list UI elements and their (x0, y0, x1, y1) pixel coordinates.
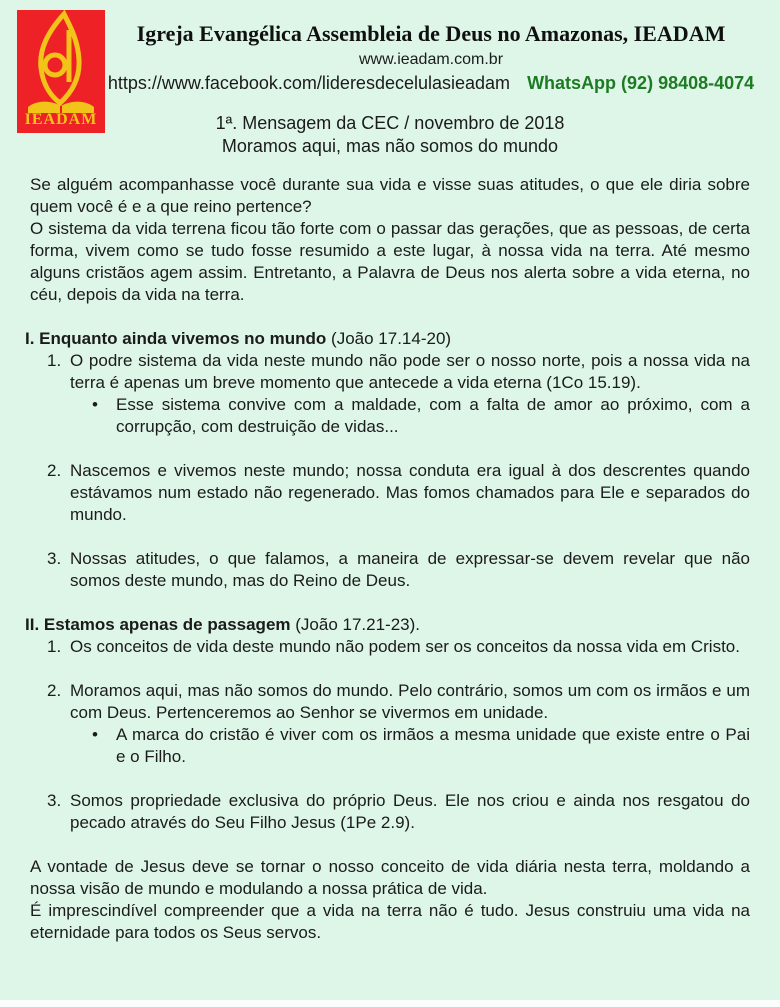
item-number: 3. (47, 791, 62, 810)
bullet-text: A marca do cristão é viver com os irmãos a mesma unidade que existe entre o Pai e o Filho. (116, 725, 750, 766)
intro-paragraphs (30, 174, 750, 306)
section-1 (25, 328, 750, 592)
item-number: 2. (47, 461, 62, 480)
intro-paragraph: Se alguém acompanhasse você durante sua vida e visse suas atitudes, o que ele diria sobre quem você é e a que reino pertence? (30, 175, 750, 216)
list-item (47, 636, 750, 658)
section-1-scripture-reference: (João 17.14-20) (331, 329, 452, 348)
list-item (47, 350, 750, 438)
message-title-line1: 1ª. Mensagem da CEC / novembro de 2018 (215, 113, 565, 133)
item-number: 3. (47, 549, 62, 568)
item-number: 1. (47, 351, 62, 370)
bullet-marker: • (92, 725, 98, 744)
contact-line (95, 71, 767, 95)
item-number: 1. (47, 637, 62, 656)
page-bottom-edge (0, 1000, 780, 1007)
website-link[interactable]: www.ieadam.com.br (358, 51, 504, 68)
bullet-marker: • (92, 395, 98, 414)
section-1-heading-text: I. Enquanto ainda vivemos no mundo (25, 329, 327, 348)
bullet-text: Esse sistema convive com a maldade, com a falta de amor ao próximo, com a corrupção, com destruição de vidas... (116, 395, 750, 436)
logo-wordmark: IEADAM (24, 111, 98, 128)
page-title: Igreja Evangélica Assembleia de Deus no Amazonas, IEADAM (136, 21, 726, 46)
section-2-heading (25, 614, 750, 636)
list-item (47, 790, 750, 834)
item-text: Os conceitos de vida deste mundo não podem ser os conceitos da nossa vida em Cristo. (70, 637, 740, 656)
item-text: Nossas atitudes, o que falamos, a maneira de expressar-se devem revelar que não somos deste mundo, mas do Reino de Deus. (70, 549, 750, 590)
closing-paragraph: É imprescindível compreender que a vida na terra não é tudo. Jesus construiu uma vida na eternidade para todos os Seus servos. (30, 901, 750, 942)
bullet-item (92, 724, 750, 768)
section-1-heading (25, 328, 750, 350)
message-title-line2: Moramos aqui, mas não somos do mundo (221, 136, 559, 156)
item-text: Nascemos e vivemos neste mundo; nossa conduta era igual à dos descrentes quando estávamos num estado não regenerado. Mas fomos chamados para Ele e separados do mundo. (70, 461, 750, 524)
bullet-item (92, 394, 750, 438)
item-number: 2. (47, 681, 62, 700)
section-2-scripture-reference: (João 17.21-23). (295, 615, 420, 634)
header (0, 0, 780, 158)
list-item (47, 548, 750, 592)
closing-paragraphs (30, 856, 750, 944)
section-2 (25, 614, 750, 834)
item-text: Moramos aqui, mas não somos do mundo. Pelo contrário, somos um com os irmãos e um com Deus. Pertenceremos ao Senhor se vivermos em unidade. (70, 681, 750, 722)
intro-paragraph: O sistema da vida terrena ficou tão forte com o passar das gerações, que as pessoas, de certa forma, vivem como se tudo fosse resumido a este lugar, à nossa vida na terra. Até mesmo alguns cristãos agem assim. Entretanto, a Palavra de Deus nos alerta sobre a vida eterna, no céu, depois da vida na terra. (30, 219, 750, 304)
church-logo (17, 10, 105, 133)
closing-paragraph: A vontade de Jesus deve se tornar o nosso conceito de vida diária nesta terra, moldando a nossa visão de mundo e modulando a nossa prática de vida. (30, 857, 750, 898)
message-title (0, 112, 780, 158)
document-body (25, 174, 750, 944)
list-item (47, 680, 750, 768)
whatsapp-number: WhatsApp (92) 98408-4074 (527, 73, 755, 93)
item-text: Somos propriedade exclusiva do próprio Deus. Ele nos criou e ainda nos resgatou do pecado através do Seu Filho Jesus (1Pe 2.9). (70, 791, 750, 832)
list-item (47, 460, 750, 526)
header-text (95, 0, 767, 95)
section-2-heading-text: II. Estamos apenas de passagem (25, 615, 291, 634)
flame-ad-monogram-icon (17, 10, 105, 114)
facebook-link[interactable]: https://www.facebook.com/lideresdecelulasieadam (107, 73, 511, 93)
item-text: O podre sistema da vida neste mundo não pode ser o nosso norte, pois a nossa vida na terra é apenas um breve momento que antecede a vida eterna (1Co 15.19). (70, 351, 750, 392)
